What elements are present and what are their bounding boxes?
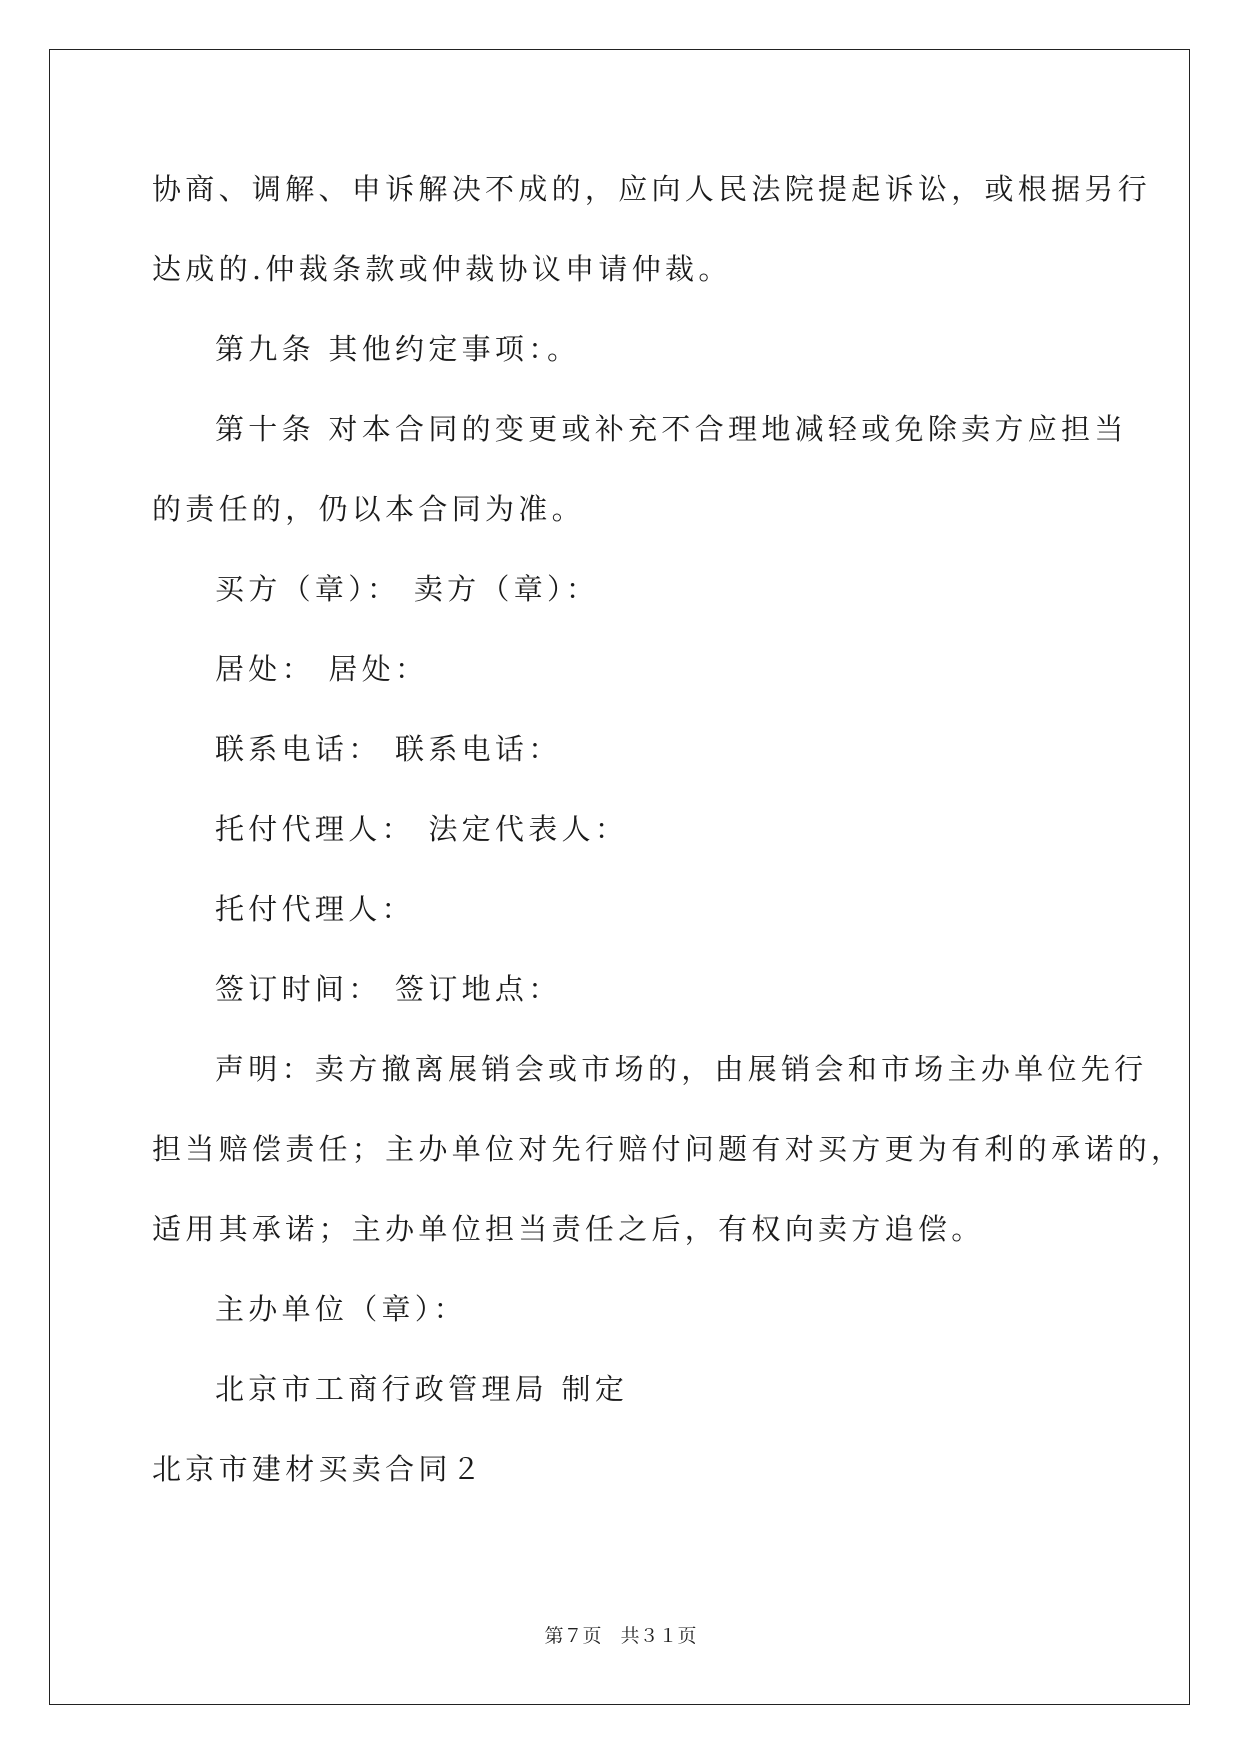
article-9: 第九条 其他约定事项：。 [215,332,581,366]
organizer-seal: 主办单位（章）： [215,1292,467,1326]
signature-address: 居处： 居处： [215,652,429,686]
statement-line-1: 声明：卖方撤离展销会或市场的，由展销会和市场主办单位先行 [215,1052,1148,1086]
signing-time-place: 签订时间： 签订地点： [215,972,562,1006]
body-line-2: 达成的.仲裁条款或仲裁协议申请仲裁。 [152,252,732,286]
article-10: 第十条 对本合同的变更或补充不合理地减轻或免除卖方应担当 [215,412,1128,446]
body-line-1: 协商、调解、申诉解决不成的，应向人民法院提起诉讼，或根据另行 [152,172,1152,206]
body-line-5: 的责任的，仍以本合同为准。 [152,492,585,526]
next-contract-title: 北京市建材买卖合同２ [152,1452,486,1486]
statement-line-2: 担当赔偿责任；主办单位对先行赔付问题有对买方更为有利的承诺的， [152,1132,1185,1166]
statement-line-3: 适用其承诺；主办单位担当责任之后，有权向卖方追偿。 [152,1212,985,1246]
issuer: 北京市工商行政管理局 制定 [215,1372,629,1406]
page-number-footer: 第７页 共３１页 [544,1625,697,1647]
signature-phone: 联系电话： 联系电话： [215,732,562,766]
signature-parties: 买方（章）： 卖方（章）： [215,572,600,606]
signature-agent: 托付代理人： [215,892,415,926]
signature-agent-representative: 托付代理人： 法定代表人： [215,812,629,846]
